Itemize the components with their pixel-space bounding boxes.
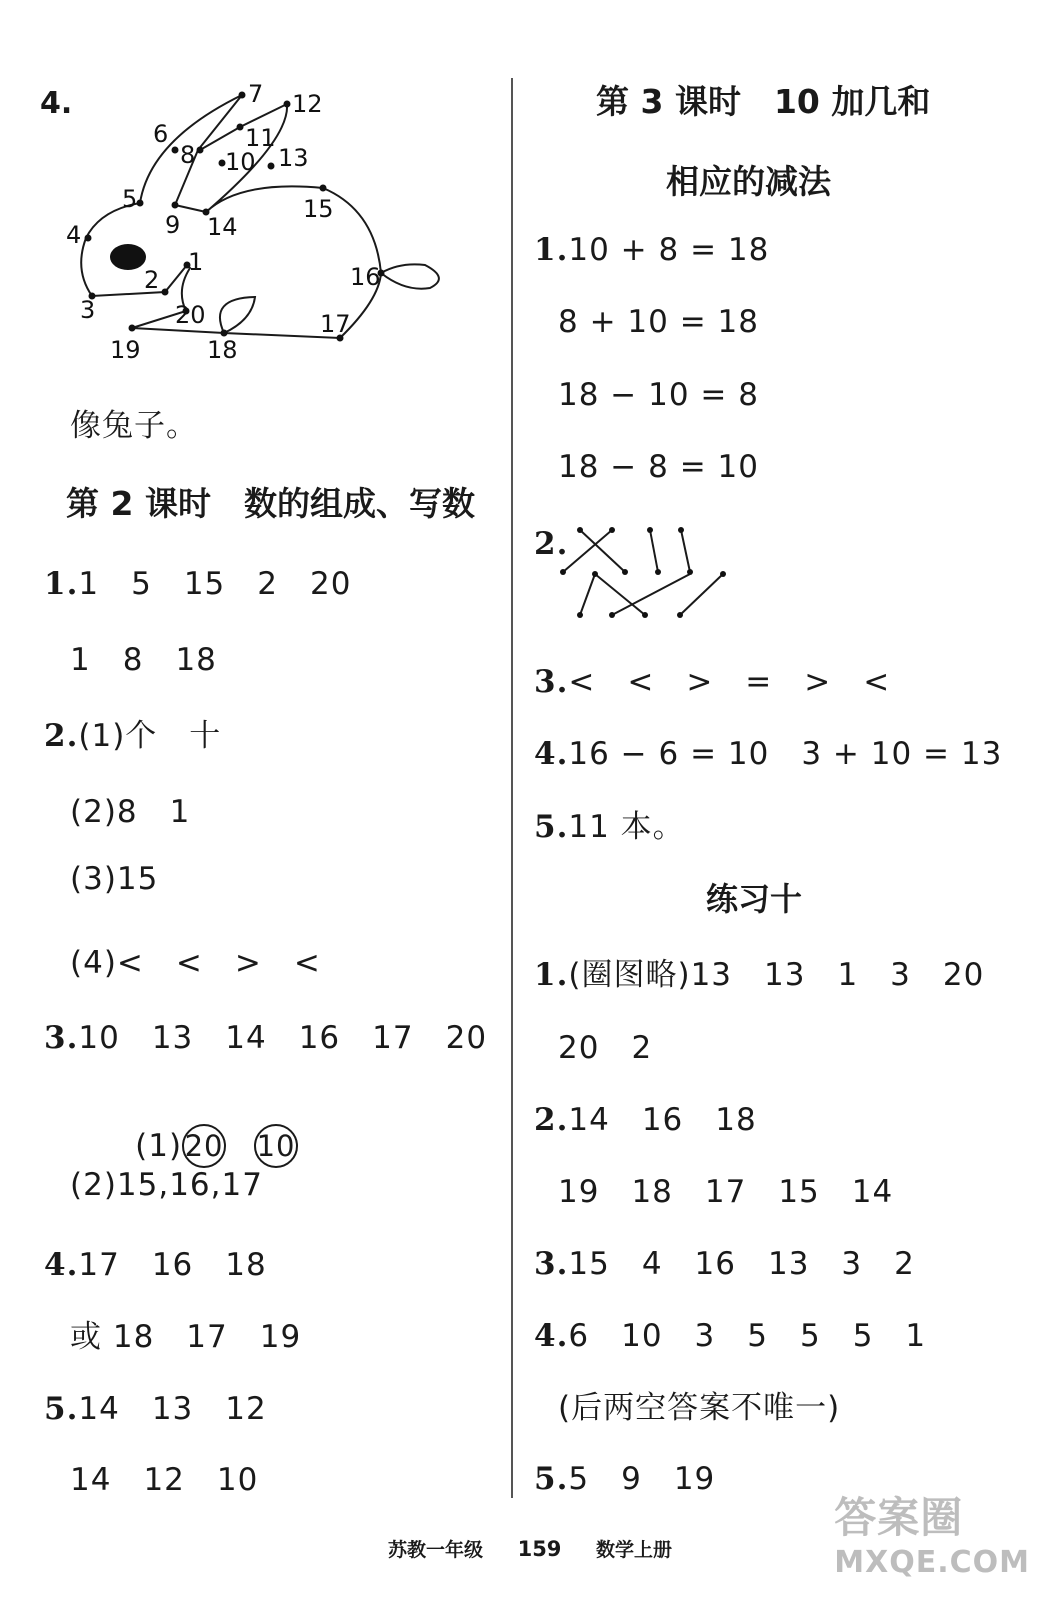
question-2-label: 2. bbox=[534, 526, 569, 562]
dot-label: 2 bbox=[144, 266, 160, 294]
dot-2 bbox=[162, 289, 169, 296]
answer-line: (2)15,16,17 bbox=[70, 1167, 263, 1203]
answer-line: 5.11 本。 bbox=[534, 809, 685, 845]
dot-label: 1 bbox=[188, 248, 204, 276]
lesson-3-title-line-1: 第 3 课时 10 加几和 bbox=[596, 82, 931, 121]
dot-label: 18 bbox=[207, 336, 238, 364]
answer-line: 2.(1)个 十 bbox=[44, 718, 222, 754]
rabbit-eye bbox=[110, 244, 146, 270]
answer-line: 3.15 4 16 13 3 2 bbox=[534, 1246, 915, 1282]
answer-line: 19 18 17 15 14 bbox=[558, 1174, 894, 1210]
dot-label: 17 bbox=[320, 310, 351, 338]
footer-subject: 数学上册 bbox=[596, 1539, 673, 1561]
dot-7 bbox=[239, 92, 246, 99]
dot-11 bbox=[237, 124, 244, 131]
dot-label: 8 bbox=[180, 141, 196, 169]
answer-line: 或 18 17 19 bbox=[70, 1319, 302, 1355]
answer-line: 20 2 bbox=[558, 1030, 653, 1066]
practice-title: 练习十 bbox=[706, 880, 803, 918]
answer-line: 5.14 13 12 bbox=[44, 1391, 267, 1427]
answer-line: 4.17 16 18 bbox=[44, 1247, 267, 1283]
dot-label: 15 bbox=[303, 195, 334, 223]
dot-label: 6 bbox=[153, 120, 169, 148]
dot-13 bbox=[268, 163, 275, 170]
page-number: 159 bbox=[517, 1537, 562, 1561]
dot-9 bbox=[172, 202, 179, 209]
dot-label: 7 bbox=[248, 80, 264, 108]
lesson-3-title-line-2: 相应的减法 bbox=[666, 162, 831, 201]
circled-answer-line: (1)20 10 bbox=[70, 1088, 326, 1204]
answer-line: 3.10 13 14 16 17 20 bbox=[44, 1020, 488, 1056]
watermark bbox=[834, 1485, 1030, 1580]
watermark-url: MXQE.COM bbox=[834, 1545, 1030, 1580]
answer-line: 14 12 10 bbox=[70, 1462, 259, 1498]
dot-label: 16 bbox=[350, 263, 381, 291]
answer-line: 18 − 10 = 8 bbox=[558, 377, 759, 413]
watermark-top: 答案圈 bbox=[834, 1493, 964, 1542]
rabbit-answer: 像兔子。 bbox=[70, 408, 198, 444]
question-4-label: 4. bbox=[40, 86, 73, 121]
dot-19 bbox=[129, 325, 136, 332]
circled-number: 10 bbox=[254, 1124, 298, 1168]
answer-line: (2)8 1 bbox=[70, 794, 191, 830]
dot-4 bbox=[85, 235, 92, 242]
dot-label: 5 bbox=[122, 185, 138, 213]
dot-label: 13 bbox=[278, 144, 309, 172]
rabbit-dot-to-dot-figure bbox=[40, 70, 500, 370]
dot-label: 20 bbox=[175, 301, 206, 329]
dot-label: 10 bbox=[225, 148, 256, 176]
dot-label: 3 bbox=[80, 296, 96, 324]
rabbit-tail bbox=[381, 264, 439, 288]
circled-number: 20 bbox=[182, 1124, 226, 1168]
column-divider bbox=[511, 78, 513, 1498]
answer-line: 4.6 10 3 5 5 5 1 bbox=[534, 1318, 927, 1354]
matching-lines-figure bbox=[560, 520, 760, 630]
lesson-2-title: 第 2 课时 数的组成、写数 bbox=[66, 484, 475, 523]
dot-label: 12 bbox=[292, 90, 323, 118]
answer-line: 2.14 16 18 bbox=[534, 1102, 757, 1138]
answer-note: (后两空答案不唯一) bbox=[558, 1390, 841, 1426]
dot-15 bbox=[320, 185, 327, 192]
answer-line: 3.< < > = > < bbox=[534, 664, 891, 700]
dot-5 bbox=[137, 200, 144, 207]
answer-line: 1.(圈图略)13 13 1 3 20 bbox=[534, 957, 985, 993]
dot-6 bbox=[172, 147, 179, 154]
dot-label: 14 bbox=[207, 213, 238, 241]
answer-line: 4.16 − 6 = 10 3 + 10 = 13 bbox=[534, 736, 1003, 772]
answer-line: 8 + 10 = 18 bbox=[558, 304, 759, 340]
answer-line: (3)15 bbox=[70, 861, 159, 897]
answer-line: 1 8 18 bbox=[70, 642, 217, 678]
dot-12 bbox=[284, 101, 291, 108]
dot-8 bbox=[197, 147, 204, 154]
answer-line: 5.5 9 19 bbox=[534, 1461, 716, 1497]
answer-line: 1.1 5 15 2 20 bbox=[44, 566, 352, 602]
footer-grade: 苏教一年级 bbox=[387, 1539, 483, 1561]
dot-label: 11 bbox=[245, 124, 276, 152]
dot-label: 9 bbox=[165, 211, 181, 239]
answer-line: 18 − 8 = 10 bbox=[558, 449, 759, 485]
dot-label: 19 bbox=[110, 336, 141, 364]
answer-line: (4)< < > < bbox=[70, 945, 321, 981]
answer-line: 1.10 + 8 = 18 bbox=[534, 232, 770, 268]
dot-label: 4 bbox=[66, 221, 82, 249]
